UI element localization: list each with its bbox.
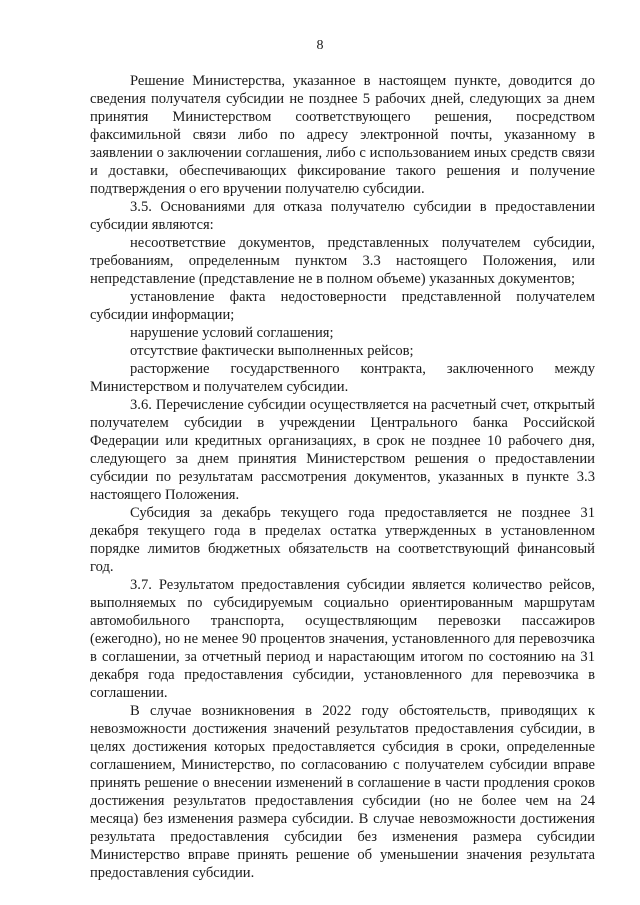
list-item-false-information: установление факта недостоверности представленной получателем субсидии информации; — [90, 289, 595, 323]
paragraph-3-7-result: 3.7. Результатом предоставления субсидии является количество рейсов, выполняемых по субсидируемым социально ориентированным маршрутам автомобильного транспорта, осуществляющим перевозки пассажиров (ежегодно), но не менее 90 процентов значения, установленного для перевозчика в соглашении, за отчетный период и нарастающим итогом по состоянию на 31 декабря года предоставления субсидии, установленного для перевозчика в соглашении. — [90, 577, 595, 701]
document-body — [90, 72, 595, 882]
paragraph-december-subsidy: Субсидия за декабрь текущего года предоставляется не позднее 31 декабря текущего года в пределах остатка утвержденных в установленном порядке лимитов бюджетных обязательств на соответствующий финансовый год. — [90, 505, 595, 575]
paragraph-3-6-transfer: 3.6. Перечисление субсидии осуществляется на расчетный счет, открытый получателем субсидии в учреждении Центрального банка Российской Федерации или кредитных организациях, в срок не позднее 10 рабочего дня, следующего за днем принятия Министерством решения о предоставлении субсидии по результатам рассмотрения документов, указанных в пункте 3.3 настоящего Положения. — [90, 397, 595, 503]
paragraph-2022-circumstances: В случае возникновения в 2022 году обстоятельств, приводящих к невозможности достижения значений результатов предоставления субсидии, в целях достижения которых предоставляется субсидия в сроки, определенные соглашением, Министерство, по согласованию с получателем субсидии вправе принять решение о внесении изменений в соглашение в части продления сроков достижения результатов предоставления субсидии (но не более чем на 24 месяца) без изменения размера субсидии. В случае невозможности достижения результата предоставления субсидии без изменения размера субсидии Министерство вправе принять решение об уменьшении значения результата предоставления субсидии. — [90, 703, 595, 881]
page-number: 8 — [316, 38, 324, 53]
paragraph-3-5-refusal-grounds: 3.5. Основаниями для отказа получателю субсидии в предоставлении субсидии являются: — [90, 199, 595, 233]
list-item-documents-mismatch: несоответствие документов, представленных получателем субсидии, требованиям, определенным пунктом 3.3 настоящего Положения, или непредставление (представление не в полном объеме) указанных документов; — [90, 235, 595, 287]
list-item-agreement-violation: нарушение условий соглашения; — [130, 325, 334, 341]
paragraph-decision-notice: Решение Министерства, указанное в настоящем пункте, доводится до сведения получателя субсидии не позднее 5 рабочих дней, следующих за днем принятия Министерством соответствующего решения, посредством факсимильной связи либо по адресу электронной почты, указанному в заявлении о заключении соглашения, либо с использованием иных средств связи и доставки, обеспечивающих фиксирование такого решения и получение подтверждения о его вручении получателю субсидии. — [90, 73, 595, 197]
list-item-contract-termination: расторжение государственного контракта, заключенного между Министерством и получателем субсидии. — [90, 361, 595, 395]
list-item-no-trips: отсутствие фактически выполненных рейсов; — [130, 343, 414, 359]
